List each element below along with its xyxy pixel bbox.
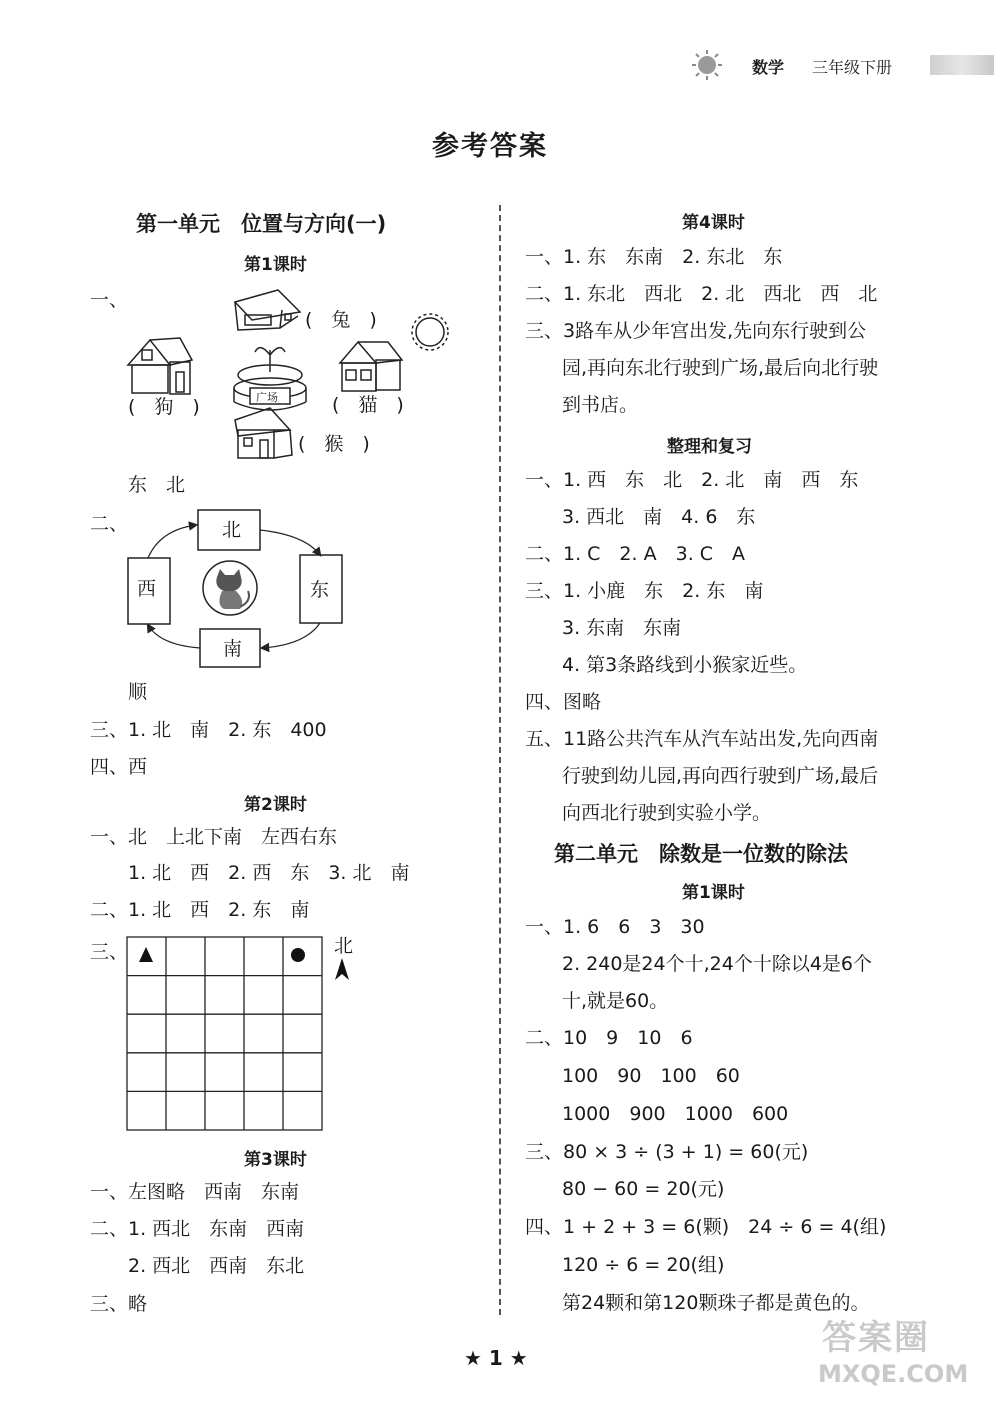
rv-q5a: 五、11路公共汽车从汽车站出发,先向西南: [525, 728, 879, 750]
header-subject: 数学: [752, 58, 785, 77]
l3-q3: 三、略: [90, 1293, 148, 1315]
u2-q1c: 十,就是60。: [562, 990, 669, 1012]
unit2-lesson1-title: 第1课时: [682, 883, 745, 903]
l3-q1: 一、左图略 西南 东南: [90, 1181, 300, 1203]
l2-q3-label: 三、: [90, 941, 129, 963]
rv-q1b: 3. 西北 南 4. 6 东: [562, 506, 756, 528]
u2-q3b: 80 − 60 = 20(元): [562, 1178, 725, 1200]
grid-figure: [125, 935, 330, 1135]
l4-q1: 一、1. 东 东南 2. 东北 东: [525, 246, 783, 268]
u2-q4a: 四、1 + 2 + 3 = 6(颗) 24 ÷ 6 = 4(组): [525, 1216, 887, 1238]
dog-label: ( 狗 ): [128, 396, 200, 418]
review-title: 整理和复习: [667, 437, 752, 457]
compass-east: 东: [310, 579, 330, 601]
l1-q2-answer: 顺: [128, 681, 148, 703]
l4-q3a: 三、3路车从少年宫出发,先向东行驶到公: [525, 320, 867, 342]
rv-q3c: 4. 第3条路线到小猴家近些。: [562, 654, 808, 676]
l2-q2: 二、1. 北 西 2. 东 南: [90, 899, 310, 921]
unit1-title: 第一单元 位置与方向(一): [136, 212, 387, 236]
l4-q3c: 到书店。: [562, 394, 639, 416]
rv-q4: 四、图略: [525, 691, 602, 713]
cat-icon: [203, 561, 257, 615]
sun-icon: [412, 314, 448, 350]
rv-q3a: 三、1. 小鹿 东 2. 东 南: [525, 580, 764, 602]
u2-q4b: 120 ÷ 6 = 20(组): [562, 1254, 725, 1276]
unit2-title: 第二单元 除数是一位数的除法: [554, 842, 848, 866]
rabbit-label: ( 兔 ): [305, 309, 377, 331]
watermark-logo: 答案圈: [822, 1318, 930, 1358]
rv-q5b: 行驶到幼儿园,再向西行驶到广场,最后: [562, 765, 879, 787]
rv-q2: 二、1. C 2. A 3. C A: [525, 543, 746, 565]
north-arrow-icon: [334, 958, 350, 980]
rv-q3b: 3. 东南 东南: [562, 617, 682, 639]
u2-q1a: 一、1. 6 6 3 30: [525, 916, 705, 938]
u2-q2a: 二、10 9 10 6: [525, 1027, 693, 1049]
circle-marker-icon: [291, 948, 305, 962]
lesson3-title: 第3课时: [244, 1150, 307, 1170]
compass-south: 南: [223, 638, 243, 660]
u2-q2b: 100 90 100 60: [562, 1065, 740, 1087]
compass-north: 北: [222, 519, 242, 541]
lesson4-title: 第4课时: [682, 213, 745, 233]
monkey-house-icon: [235, 408, 292, 458]
column-divider: [499, 205, 501, 1315]
grid-north-label: 北: [334, 935, 354, 957]
plaza-label: 广场: [256, 391, 278, 404]
houses-figure: [120, 280, 460, 465]
compass-west: 西: [137, 578, 157, 600]
page-title: 参考答案: [432, 131, 548, 162]
page-number: ★ 1 ★: [464, 1346, 528, 1370]
cat-label: ( 猫 ): [332, 394, 404, 416]
rabbit-house-icon: [235, 290, 300, 330]
l3-q2a: 二、1. 西北 东南 西南: [90, 1218, 305, 1240]
u2-q4c: 第24颗和第120颗珠子都是黄色的。: [562, 1292, 870, 1314]
header-grade: 三年级下册: [812, 58, 893, 77]
l2-q1a: 一、北 上北下南 左西右东: [90, 826, 338, 848]
l2-q1b: 1. 北 西 2. 西 东 3. 北 南: [128, 862, 410, 884]
lesson2-title: 第2课时: [244, 795, 307, 815]
monkey-label: ( 猴 ): [298, 433, 370, 455]
l1-q3: 三、1. 北 南 2. 东 400: [90, 719, 327, 741]
l1-q1-answer: 东 北: [128, 474, 186, 496]
u2-q2c: 1000 900 1000 600: [562, 1103, 789, 1125]
watermark-url: MXQE.COM: [818, 1360, 969, 1388]
sun-logo-icon: [690, 50, 724, 80]
rv-q5c: 向西北行驶到实验小学。: [562, 802, 772, 824]
l4-q2: 二、1. 东北 西北 2. 北 西北 西 北: [525, 283, 878, 305]
u2-q1b: 2. 240是24个十,24个十除以4是6个: [562, 953, 873, 975]
l1-q2-label: 二、: [90, 513, 129, 535]
l1-q4: 四、西: [90, 756, 148, 778]
u2-q3a: 三、80 × 3 ÷ (3 + 1) = 60(元): [525, 1141, 809, 1163]
l1-q1-label: 一、: [90, 289, 129, 311]
l3-q2b: 2. 西北 西南 东北: [128, 1255, 305, 1277]
cat-house-icon: [340, 342, 402, 391]
header-decoration: [930, 55, 994, 75]
lesson1-title: 第1课时: [244, 255, 307, 275]
l4-q3b: 园,再向东北行驶到广场,最后向北行驶: [562, 357, 879, 379]
rv-q1a: 一、1. 西 东 北 2. 北 南 西 东: [525, 469, 859, 491]
triangle-marker-icon: [139, 947, 153, 962]
dog-house-icon: [128, 338, 192, 394]
